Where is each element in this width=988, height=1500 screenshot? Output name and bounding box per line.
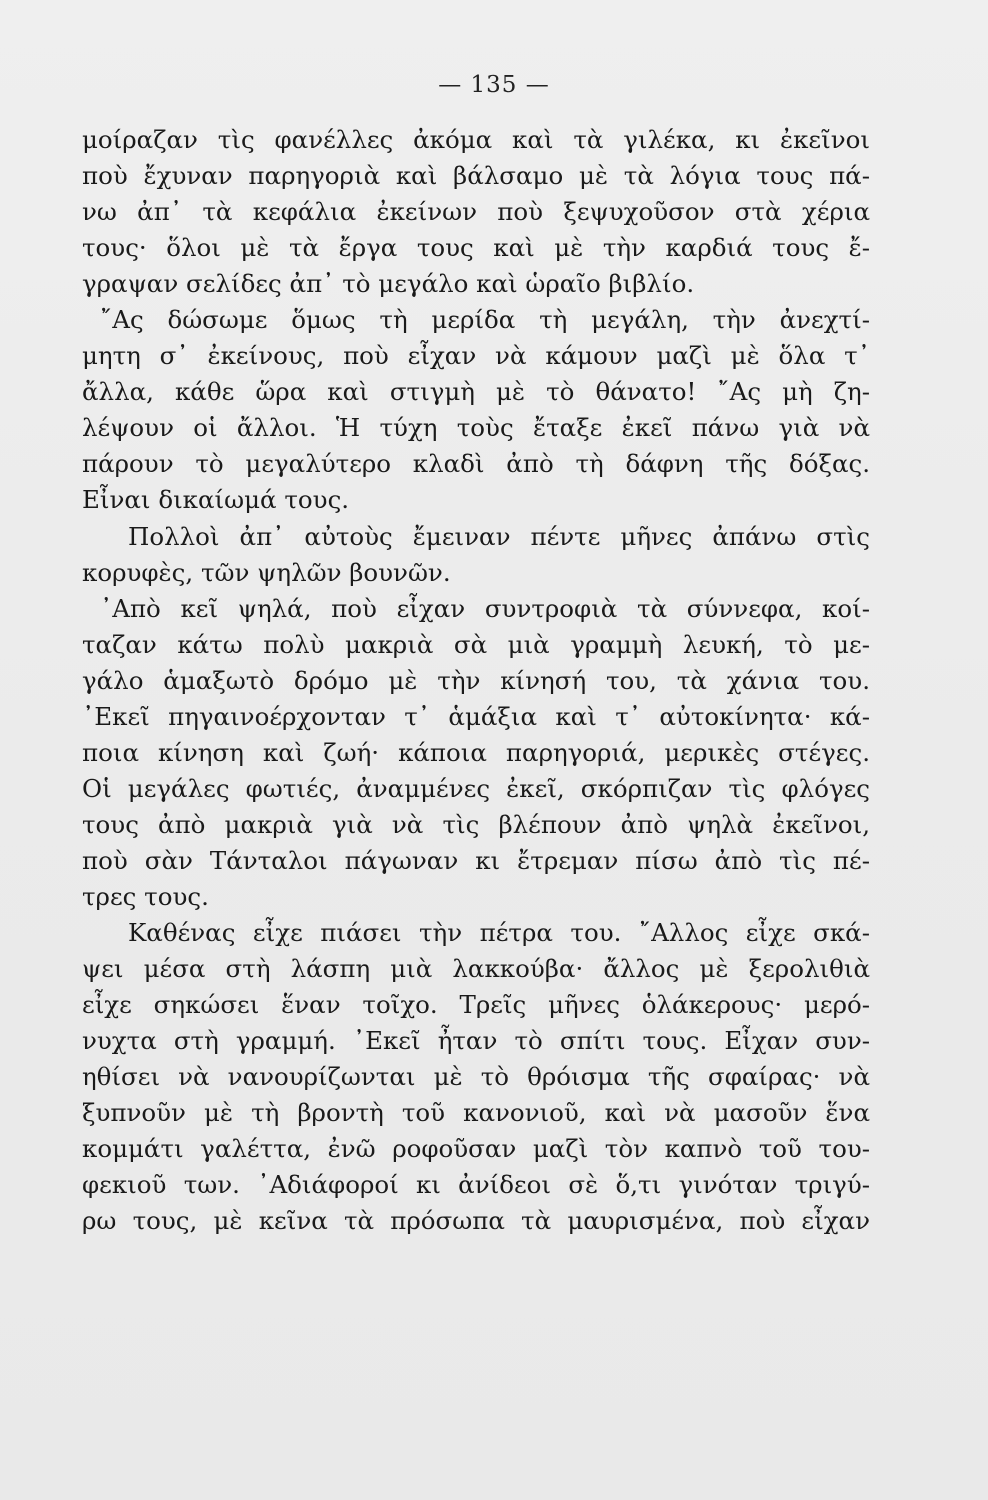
text-line: ποὺ ἔχυναν παρηγοριὰ καὶ βάλσαμο μὲ τὰ λόγια τους πά-: [82, 161, 870, 191]
body-text: [82, 122, 870, 1239]
text-line: Εἶναι δικαίωμά τους.: [82, 485, 350, 515]
text-line: ᾽Εκεῖ πηγαινοέρχονταν τ᾽ ἁμάξια καὶ τ᾽ αὐτοκίνητα· κά-: [82, 701, 870, 731]
text-line: τρες τους.: [82, 881, 209, 911]
text-line: τους· ὅλοι μὲ τὰ ἔργα τους καὶ μὲ τὴν καρδιά τους ἔ-: [82, 233, 870, 263]
text-line: φεκιοῦ των. ᾽Αδιάφοροί κι ἀνίδεοι σὲ ὅ,τι γινόταν τριγύ-: [82, 1170, 870, 1200]
text-line: Καθένας εἶχε πιάσει τὴν πέτρα του. ῎Αλλος εἶχε σκά-: [128, 918, 870, 948]
text-line: πάρουν τὸ μεγαλύτερο κλαδὶ ἀπὸ τὴ δάφνη τῆς δόξας.: [82, 449, 870, 479]
text-line: λέψουν οἱ ἄλλοι. Ἡ τύχη τοὺς ἔταξε ἐκεῖ πάνω γιὰ νὰ: [82, 413, 870, 443]
text-line: νυχτα στὴ γραμμή. ᾽Εκεῖ ἦταν τὸ σπίτι τους. Εἶχαν συν-: [82, 1026, 870, 1056]
page-number: — 135 —: [438, 72, 550, 98]
text-line: κομμάτι γαλέττα, ἐνῶ ροφοῦσαν μαζὶ τὸν καπνὸ τοῦ του-: [82, 1134, 870, 1164]
text-line: εἶχε σηκώσει ἕναν τοῖχο. Τρεῖς μῆνες ὁλάκερους· μερό-: [82, 990, 870, 1020]
text-line: Πολλοὶ ἀπ᾽ αὐτοὺς ἔμειναν πέντε μῆνες ἀπάνω στὶς: [128, 521, 870, 551]
text-line: ἄλλα, κάθε ὥρα καὶ στιγμὴ μὲ τὸ θάνατο! ῎Ας μὴ ζη-: [82, 377, 870, 407]
text-line: Οἱ μεγάλες φωτιές, ἀναμμένες ἐκεῖ, σκόρπιζαν τὶς φλόγες: [82, 773, 870, 803]
text-line: μητη σ᾽ ἐκείνους, ποὺ εἶχαν νὰ κάμουν μαζὶ μὲ ὅλα τ᾽: [82, 341, 870, 371]
text-line: τους ἀπὸ μακριὰ γιὰ νὰ τὶς βλέπουν ἀπὸ ψηλὰ ἐκεῖνοι,: [82, 809, 870, 839]
text-line: κορυφὲς, τῶν ψηλῶν βουνῶν.: [82, 557, 451, 587]
text-line: νω ἀπ᾽ τὰ κεφάλια ἐκείνων ποὺ ξεψυχοῦσον στὰ χέρια: [82, 197, 870, 227]
text-line: γάλο ἁμαξωτὸ δρόμο μὲ τὴν κίνησή του, τὰ χάνια του.: [82, 665, 870, 695]
text-line: ψει μέσα στὴ λάσπη μιὰ λακκούβα· ἄλλος μὲ ξερολιθιὰ: [82, 954, 870, 984]
text-line: ποια κίνηση καὶ ζωή· κάποια παρηγοριά, μερικὲς στέγες.: [82, 737, 870, 767]
text-line: γραψαν σελίδες ἀπ᾽ τὸ μεγάλο καὶ ὡραῖο βιβλίο.: [82, 269, 695, 299]
text-line: ρω τους, μὲ κεῖνα τὰ πρόσωπα τὰ μαυρισμένα, ποὺ εἶχαν: [82, 1206, 870, 1236]
text-line: ᾽Απὸ κεῖ ψηλά, ποὺ εἶχαν συντροφιὰ τὰ σύννεφα, κοί-: [100, 593, 870, 623]
text-line: ποὺ σὰν Τάνταλοι πάγωναν κι ἔτρεμαν πίσω ἀπὸ τὶς πέ-: [82, 845, 870, 875]
text-line: μοίραζαν τὶς φανέλλες ἀκόμα καὶ τὰ γιλέκα, κι ἐκεῖνοι: [82, 125, 870, 154]
text-line: ξυπνοῦν μὲ τὴ βροντὴ τοῦ κανονιοῦ, καὶ νὰ μασοῦν ἕνα: [82, 1098, 870, 1128]
text-line: ηθίσει νὰ νανουρίζωνται μὲ τὸ θρόισμα τῆς σφαίρας· νὰ: [82, 1062, 870, 1092]
text-line: ταζαν κάτω πολὺ μακριὰ σὰ μιὰ γραμμὴ λευκή, τὸ με-: [82, 629, 870, 659]
text-line: ῎Ας δώσωμε ὅμως τὴ μερίδα τὴ μεγάλη, τὴν ἀνεχτί-: [100, 305, 870, 335]
